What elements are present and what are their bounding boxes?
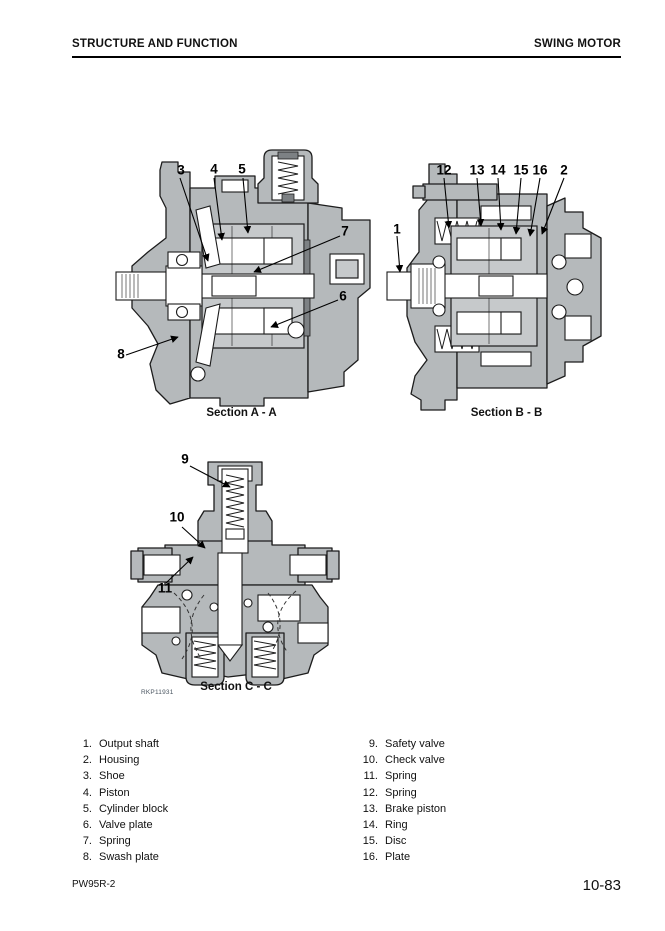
- figure-section-b-b: [385, 148, 610, 418]
- part-row: [352, 849, 621, 865]
- callout-11: 11: [157, 580, 173, 596]
- header-left-title: STRUCTURE AND FUNCTION: [72, 38, 238, 50]
- header-rule: [72, 56, 621, 58]
- part-label: Disc: [385, 835, 407, 848]
- callout-6: 6: [339, 288, 347, 304]
- callout-8: 8: [117, 346, 125, 362]
- part-label: Shoe: [99, 770, 125, 783]
- part-row: [72, 833, 352, 849]
- central-channel: [218, 553, 242, 661]
- part-label: Plate: [385, 851, 411, 864]
- part-number: 7.: [82, 835, 92, 848]
- caption-section-a-a: Section A - A: [206, 407, 277, 419]
- parts-column-right: [352, 736, 621, 866]
- cylinder-block-assembly: [443, 226, 547, 346]
- part-number: 14.: [362, 819, 378, 832]
- footer-page-number: 10-83: [582, 877, 621, 894]
- part-number: 4.: [82, 786, 92, 799]
- part-row: [352, 736, 621, 752]
- part-row: [72, 785, 352, 801]
- part-label: Brake piston: [385, 802, 447, 815]
- part-number: 10.: [362, 754, 378, 767]
- callout-1: 1: [393, 221, 401, 237]
- part-number: 6.: [82, 819, 92, 832]
- callout-3: 3: [177, 162, 185, 178]
- parts-column-left: [72, 736, 352, 866]
- caption-section-b-b: Section B - B: [470, 407, 543, 419]
- callout-2: 2: [560, 162, 568, 178]
- callout-5: 5: [238, 161, 246, 177]
- figure-section-a-a: [112, 148, 377, 418]
- part-row: [72, 849, 352, 865]
- part-number: 9.: [368, 738, 378, 750]
- page-header: [72, 38, 621, 50]
- part-label: Housing: [99, 754, 140, 767]
- output-shaft-and-bearing: [387, 256, 445, 316]
- part-number: 15.: [362, 835, 378, 848]
- part-row: [72, 768, 352, 784]
- cylinder-block-assembly: [196, 206, 314, 366]
- part-label: Check valve: [385, 754, 445, 767]
- part-row: [352, 752, 621, 768]
- part-row: [72, 801, 352, 817]
- part-number: 1.: [82, 738, 92, 750]
- part-number: 2.: [82, 754, 92, 767]
- callout-15: 15: [513, 162, 529, 178]
- part-number: 16.: [362, 851, 378, 864]
- callout-7: 7: [341, 223, 349, 239]
- part-number: 3.: [82, 770, 92, 783]
- part-label: Output shaft: [99, 738, 159, 750]
- figure-code: RKP11931: [141, 689, 174, 696]
- safety-valve-internals: [218, 466, 252, 553]
- callout-14: 14: [490, 162, 506, 178]
- part-label: Spring: [99, 835, 131, 848]
- figure-section-c-c: [130, 445, 340, 690]
- footer-model: PW95R-2: [72, 879, 116, 890]
- caption-section-c-c: Section C - C: [200, 681, 272, 693]
- callout-12: 12: [436, 162, 452, 178]
- part-number: 11.: [363, 770, 378, 783]
- callout-9: 9: [181, 451, 189, 467]
- part-row: [352, 768, 621, 784]
- safety-valve-cartridge: [272, 152, 304, 202]
- part-label: Swash plate: [99, 851, 159, 864]
- callout-13: 13: [469, 162, 485, 178]
- part-label: Spring: [385, 786, 417, 799]
- part-label: Valve plate: [99, 819, 153, 832]
- callout-4: 4: [210, 161, 218, 177]
- part-number: 5.: [82, 802, 92, 815]
- part-label: Ring: [385, 819, 408, 832]
- parts-list: [72, 736, 621, 866]
- header-right-title: SWING MOTOR: [534, 38, 621, 50]
- part-number: 12.: [362, 786, 378, 799]
- part-label: Piston: [99, 786, 130, 799]
- part-number: 13.: [362, 802, 378, 815]
- part-row: [352, 833, 621, 849]
- part-row: [352, 801, 621, 817]
- part-row: [72, 752, 352, 768]
- part-row: [72, 817, 352, 833]
- part-number: 8.: [82, 851, 92, 864]
- callout-16: 16: [532, 162, 548, 178]
- part-label: Spring: [385, 770, 417, 783]
- part-row: [352, 817, 621, 833]
- part-label: Cylinder block: [99, 802, 169, 815]
- part-row: [72, 736, 352, 752]
- part-row: [352, 785, 621, 801]
- callout-10: 10: [169, 509, 185, 525]
- part-label: Safety valve: [385, 738, 445, 750]
